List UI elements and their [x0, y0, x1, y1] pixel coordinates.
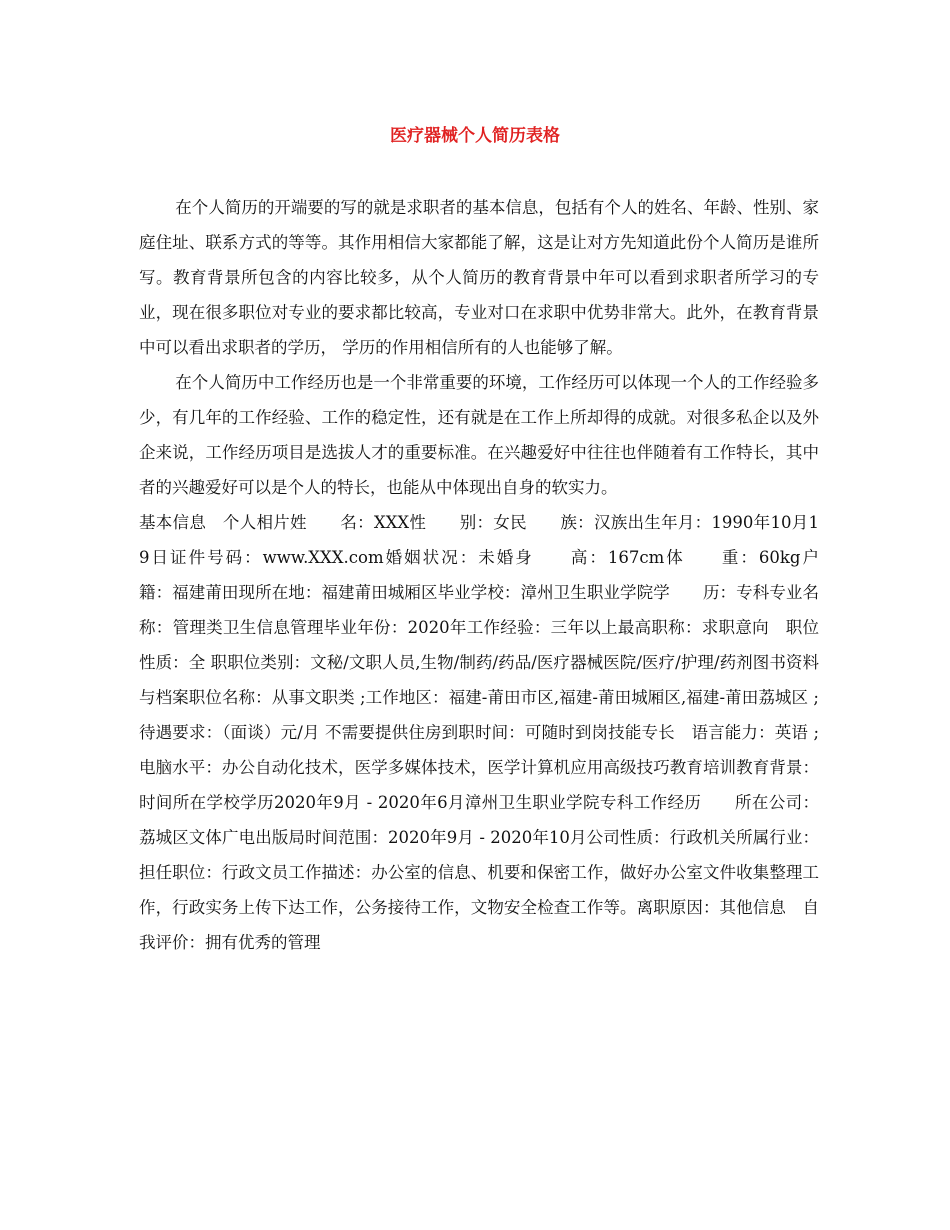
document-body	[139, 190, 852, 960]
intro-paragraph-work-experience: 在个人简历中工作经历也是一个非常重要的环境，工作经历可以体现一个人的工作经验多少，有几年的工作经验、工作的稳定性，还有就是在工作上所却得的成就。对很多私企以及外企来说，工作经历项目是选拔人才的重要标准。在兴趣爱好中往往也伴随着有工作特长，其中者的兴趣爱好可以是个人的特长，也能从中体现出自身的软实力。	[139, 373, 819, 497]
resume-details-text: 基本信息 个人相片姓 名：XXX性 别：女民 族：汉族出生年月：1990年10月19日证件号码：www.XXX.com婚姻状况：未婚身 高：167cm体 重：60kg户 籍：福建莆田现所在地：福建莆田城厢区毕业学校：漳州卫生职业学院学 历：专科专业名称：管理类卫生信息管理毕业年份：2020年工作经验：三年以上最高职称：求职意向 职位性质：全 职职位类别：文秘/文职人员,生物/制药/药品/医疗器械医院/医疗/护理/药剂图书资料与档案职位名称：从事文职类 ;工作地区：福建-莆田市区,福建-莆田城厢区,福建-莆田荔城区 ;待遇要求：（面谈）元/月 不需要提供住房到职时间：可随时到岗技能专长 语言能力：英语 ;电脑水平：办公自动化技术，医学多媒体技术，医学计算机应用高级技巧教育培训教育背景：时间所在学校学历2020年9月 - 2020年6月漳州卫生职业学院专科工作经历 所在公司：荔城区文体广电出版局时间范围：2020年9月 - 2020年10月公司性质：行政机关所属行业：担任职位：行政文员工作描述：办公室的信息、机要和保密工作，做好办公室文件收集整理工作，行政实务上传下达工作，公务接待工作，文物安全检查工作等。离职原因：其他信息 自我评价：拥有优秀的管理	[139, 513, 852, 952]
document-title: 医疗器械个人简历表格	[390, 126, 560, 146]
intro-paragraph-basic-info: 在个人简历的开端要的写的就是求职者的基本信息，包括有个人的姓名、年龄、性别、家庭住址、联系方式的等等。其作用相信大家都能了解，这是让对方先知道此份个人简历是谁所写。教育背景所包含的内容比较多，从个人简历的教育背景中年可以看到求职者所学习的专业，现在很多职位对专业的要求都比较高，专业对口在求职中优势非常大。此外，在教育背景中可以看出求职者的学历， 学历的作用相信所有的人也能够了解。	[139, 198, 819, 357]
